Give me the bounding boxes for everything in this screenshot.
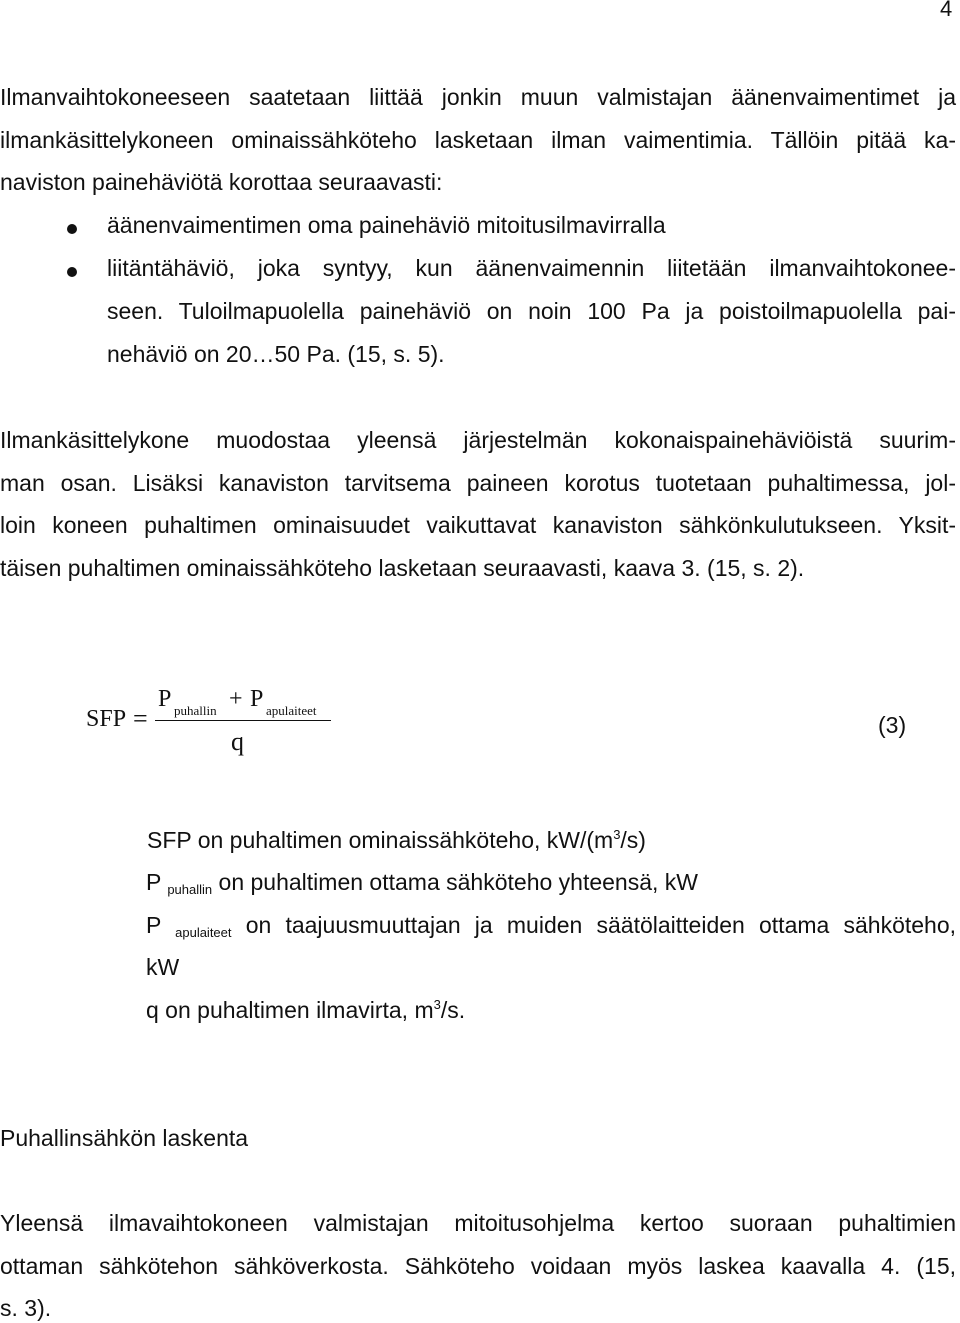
formula-numerator-sub2: apulaiteet (266, 703, 317, 718)
page-number: 4 (940, 0, 953, 21)
text-line: ilmankäsittelykoneen ominaissähköteho lasketaan ilman vaimentimia. Tällöin pitää ka- (0, 127, 956, 153)
formula-numerator-p2: P (250, 686, 264, 712)
formula-numerator-p1: P (158, 686, 172, 712)
text-line: Ilmanvaihtokoneeseen saatetaan liittää jonkin muun valmistajan äänenvaimentimet ja (0, 84, 956, 110)
formula-equals: = (133, 704, 148, 733)
section-heading: Puhallinsähkön laskenta (0, 1125, 249, 1151)
definition-p-puhallin: P puhallin on puhaltimen ottama sähköteho yhteensä, kW (146, 869, 698, 897)
fraction-bar (155, 720, 331, 721)
formula-lhs: SFP (86, 706, 127, 732)
text-line: s. 3). (0, 1295, 52, 1321)
bullet-icon (67, 224, 77, 234)
text-line: loin koneen puhaltimen ominaisuudet vaikuttavat kanaviston sähkönkulutukseen. Yksit- (0, 512, 956, 538)
text-line: naviston painehäviötä korottaa seuraavasti: (0, 169, 443, 195)
definition-p-apulaiteet-unit: kW (146, 954, 180, 980)
definition-sfp: SFP on puhaltimen ominaissähköteho, $kW/(m^3/s)$ (147, 827, 646, 853)
text-line: täisen puhaltimen ominaissähköteho lasketaan seuraavasti, kaava 3. (15, s. 2). (0, 555, 805, 581)
list-item: seen. Tuloilmapuolella painehäviö on noin 100 Pa ja poistoilmapuolella pai- (107, 298, 956, 324)
formula-denominator: q (231, 727, 244, 756)
definition-p-apulaiteet: P apulaiteet on taajuusmuuttajan ja muiden säätölaitteiden ottama sähköteho, (146, 912, 957, 940)
list-item: liitäntähäviö, joka syntyy, kun äänenvaimennin liitetään ilmanvaihtokonee- (107, 255, 956, 281)
formula-number: (3) (878, 712, 907, 738)
text-line: Ilmankäsittelykone muodostaa yleensä järjestelmän kokonaispainehäviöistä suurim- (0, 427, 956, 453)
formula-plus: + (229, 686, 243, 712)
list-item: äänenvaimentimen oma painehäviö mitoitusilmavirralla (107, 212, 666, 238)
bullet-icon (67, 267, 77, 277)
definition-q: q on puhaltimen ilmavirta, $m^3/s$. (146, 997, 466, 1023)
formula-numerator-sub1: puhallin (174, 703, 217, 718)
text-line: man osan. Lisäksi kanaviston tarvitsema paineen korotus tuotetaan puhaltimessa, jol- (0, 470, 956, 496)
list-item: nehäviö on 20…50 Pa. (15, s. 5). (107, 341, 445, 367)
text-line: Yleensä ilmavaihtokoneen valmistajan mitoitusohjelma kertoo suoraan puhaltimien (0, 1210, 956, 1236)
text-line: ottaman sähkötehon sähköverkosta. Sähköteho voidaan myös laskea kaavalla 4. (15, (0, 1253, 956, 1279)
